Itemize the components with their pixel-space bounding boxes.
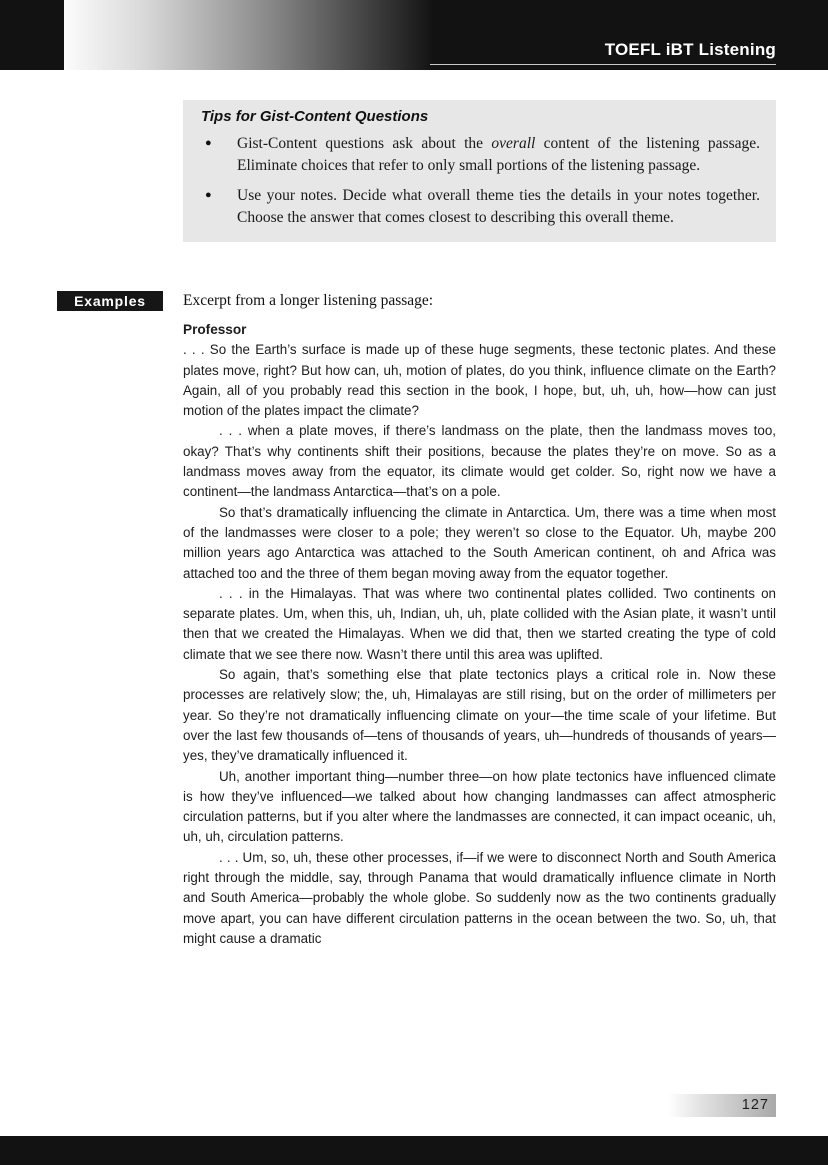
header-bar [0, 0, 828, 70]
tip-text-pre: Gist-Content questions ask about the [237, 135, 492, 152]
listening-passage [183, 320, 776, 949]
passage-paragraph: . . . Um, so, uh, these other processes, if—if we were to disconnect North and South America right through the middle, say, through Panama that would dramatically influence climate in North and South America—probably the whole globe. So suddenly now as the two continents gradually move apart, you can have different circulation patterns in the ocean between the two. So, uh, that might cause a dramatic [183, 849, 776, 946]
tip-text [237, 185, 760, 228]
passage-paragraph: So again, that’s something else that plate tectonics plays a critical role in. Now these processes are relatively slow; the, uh, Himalayas are still rising, but on the order of millimeters per year. So they’re not dramatically influencing climate on your—the time scale of your lifetime. But over the last few thousands of—tens of thousands of years, uh—hundreds of thousands of years—yes, they’ve dramatically influenced it. [183, 667, 776, 764]
page-header-title: TOEFL iBT Listening [604, 40, 776, 59]
passage-paragraph: . . . in the Himalayas. That was where two continental plates collided. Two continents on separate plates. Um, when this, uh, Indian, uh, uh, plate collided with the Asian plate, it wasn’t until then that we created the Himalayas. When we did that, then we started creating the type of cold climate that we see there now. Wasn’t there until this area was uplifted. [183, 585, 776, 662]
tip-item [201, 133, 760, 176]
page-number-bar [668, 1094, 776, 1117]
tip-text-pre: Use your notes. Decide what overall theme ties the details in your notes together. Choose the answer that comes closest to describing this overall theme. [237, 187, 760, 226]
examples-intro: Excerpt from a longer listening passage: [183, 292, 434, 309]
tip-text-post: content of the listening passage. Eliminate choices that refer to only small portions of the listening passage. [237, 135, 761, 174]
header-title-underline [430, 64, 776, 65]
tips-list [201, 133, 760, 228]
passage-paragraph: . . . So the Earth’s surface is made up of these huge segments, these tectonic plates. And these plates move, right? But how can, uh, motion of plates, do you think, influence climate on the Earth? Again, all of you probably read this section in the book, I hope, but, uh, uh, how—how can just motion of the plates impact the climate? [183, 342, 776, 419]
passage-paragraph: So that’s dramatically influencing the climate in Antarctica. Um, there was a time when most of the landmasses were closer to a pole; they weren’t so close to the Equator. Uh, maybe 200 million years ago Antarctica was attached to the South American continent, oh and Africa was attached too and the three of them began moving away from the equator together. [183, 504, 776, 581]
footer-bar [0, 1136, 828, 1165]
passage-paragraph: . . . when a plate moves, if there’s landmass on the plate, then the landmass moves too, okay? That’s why continents shift their positions, because the plates they’re on move. So as a landmass moves away from the equator, its climate would get colder. So, right now we have a continent—the landmass Antarctica—that’s on a pole. [183, 423, 776, 500]
passage-paragraph: Uh, another important thing—number three—on how plate tectonics have influenced climate is how they’ve influenced—we talked about how changing landmasses can affect atmospheric circulation patterns, but if you alter where the landmasses are connected, it can impact oceanic, uh, uh, uh, circulation patterns. [183, 768, 776, 845]
tips-box [183, 100, 776, 242]
examples-label: Examples [57, 291, 163, 311]
speaker-name: Professor [183, 322, 247, 337]
tip-item [201, 185, 760, 228]
bullet-icon: ● [205, 137, 212, 149]
page-number: 127 [741, 1097, 769, 1113]
tip-text [237, 133, 760, 176]
tip-text-italic: overall [491, 135, 536, 152]
header-gradient [64, 0, 434, 70]
tips-title: Tips for Gist-Content Questions [201, 108, 429, 125]
bullet-icon: ● [205, 189, 212, 201]
